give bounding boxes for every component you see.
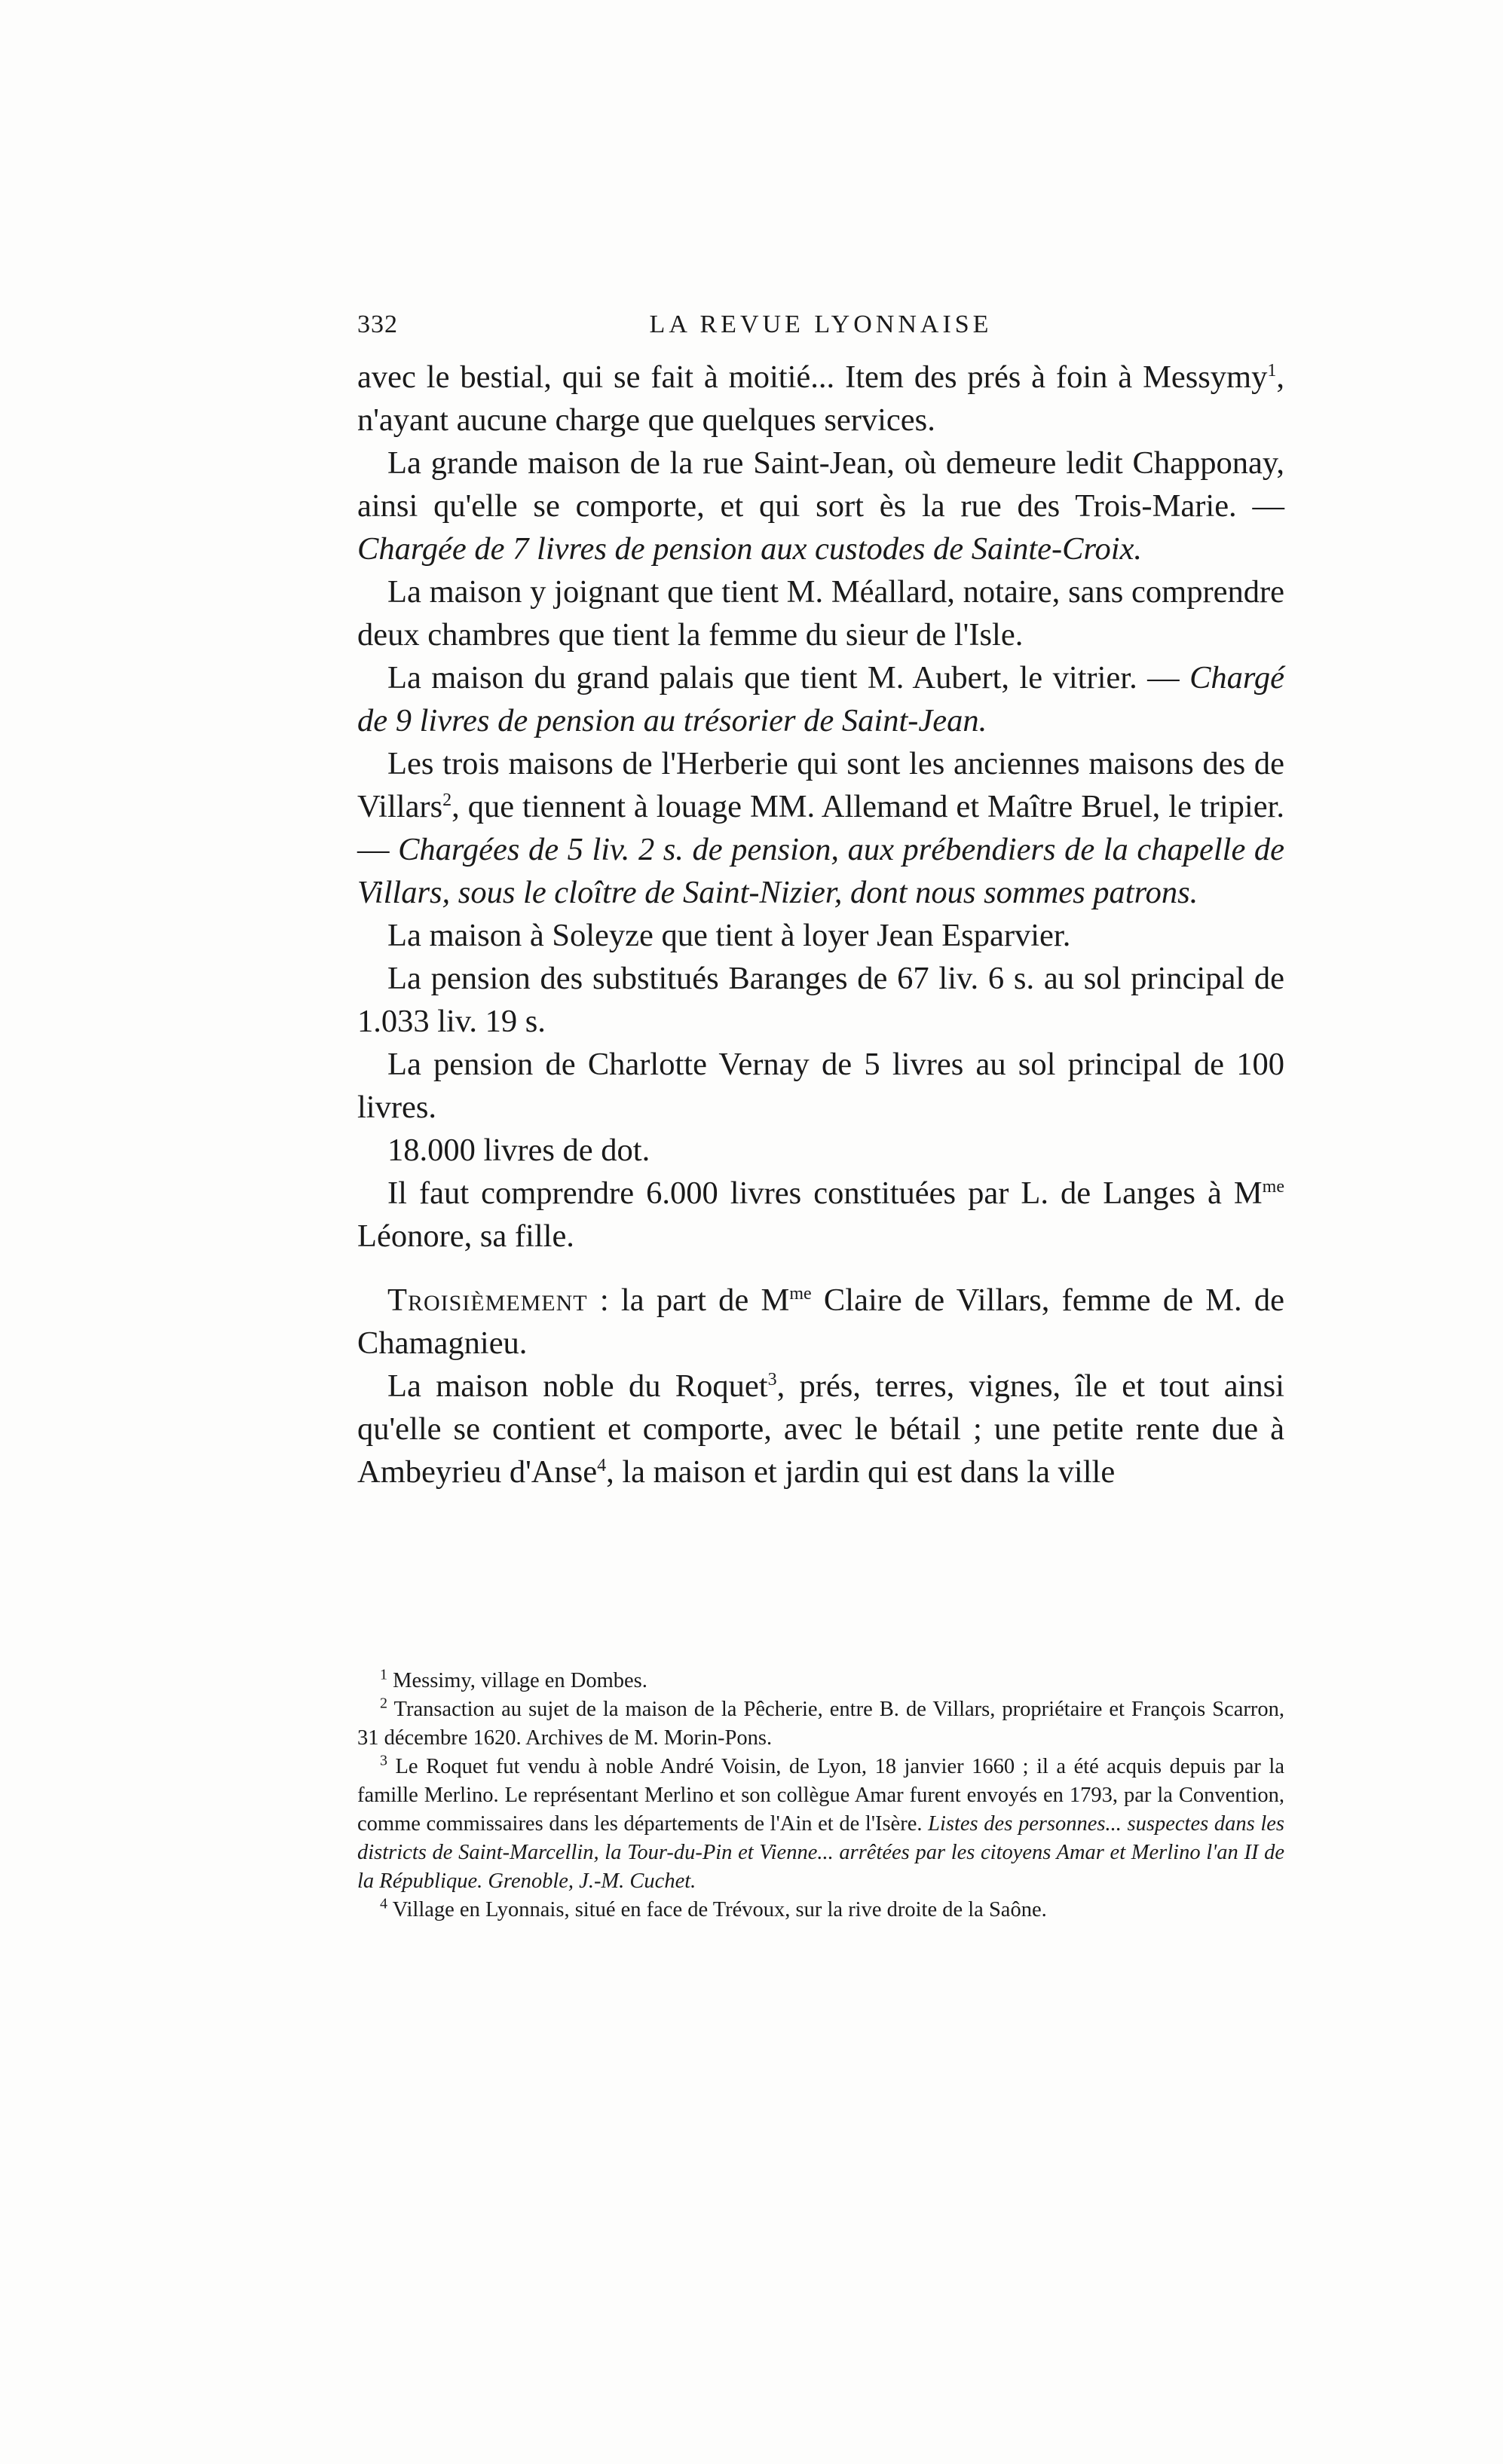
paragraph-4: La maison du grand palais que tient M. Aubert, le vitrier. — Chargé de 9 livres de pension au trésorier de Saint-Jean.: [357, 660, 1284, 738]
footnote-2: $^2$ Transaction au sujet de la maison de la Pêcherie, entre B. de Villars, propriétaire et François Scarron, 31 décembre 1620. Archives de M. Morin-Pons.: [357, 1695, 1284, 1750]
paragraph-8: La pension de Charlotte Vernay de 5 livres au sol principal de 100 livres.: [357, 1047, 1284, 1125]
paragraph-1: avec le bestial, qui se fait à moitié... Item des prés à foin à Messymy$^1$, n'ayant aucune charge que quelques services.: [357, 359, 1284, 438]
section-heading: Troisièmement: [387, 1282, 588, 1318]
paragraph-7: La pension des substitués Baranges de 67 liv. 6 s. au sol principal de 1.033 liv. 19 s.: [357, 961, 1284, 1039]
paragraph-10: Il faut comprendre 6.000 livres constituées par L. de Langes à $M^{me}$ Léonore, sa fille.: [357, 1175, 1284, 1254]
footnote-ref-4: 4: [597, 1455, 607, 1475]
paragraph-5: Les trois maisons de l'Herberie qui sont les anciennes maisons des de Villars$^2$, que tiennent à louage MM. Allemand et Maître Bruel, le tripier. — Chargées de 5 liv. 2 s. de pension, aux prébendiers de la chapelle de Villars, sous le cloître de Saint-Nizier, dont nous sommes patrons.: [357, 746, 1284, 910]
paragraph-6: La maison à Soleyze que tient à loyer Jean Esparvier.: [387, 918, 1071, 953]
footnotes: [357, 1667, 1284, 1924]
footnote-ref-1: 1: [1267, 360, 1277, 381]
footnote-3: $^3$ Le Roquet fut vendu à noble André Voisin, de Lyon, 18 janvier 1660 ; il a été acquis depuis par la famille Merlino. Le représentant Merlino et son collègue Amar furent envoyés en 1793, par la Convention, comme commissaires dans les départements de l'Ain et de l'Isère. Listes des personnes... suspectes dans les districts de Saint-Marcellin, la Tour-du-Pin et Vienne... arrêtées par les citoyens Amar et Merlino l'an II de la République. Grenoble, J.-M. Cuchet.: [357, 1752, 1285, 1893]
page-number: 332: [357, 310, 398, 338]
paragraph-12: La maison noble du Roquet$^3$, prés, terres, vignes, île et tout ainsi qu'elle se contient et comporte, avec le bétail ; une petite rente due à Ambeyrieu d'Anse$^4$, la maison et jardin qui est dans la ville: [357, 1368, 1284, 1490]
footnote-1: $^1$ Messimy, village en Dombes.: [380, 1666, 647, 1692]
page-header: [357, 310, 1284, 348]
paragraph-2: La grande maison de la rue Saint-Jean, où demeure ledit Chapponay, ainsi qu'elle se comporte, et qui sort ès la rue des Trois-Marie. — Chargée de 7 livres de pension aux custodes de Sainte-Croix.: [357, 445, 1284, 567]
paragraph-9: 18.000 livres de dot.: [387, 1133, 650, 1168]
footnote-ref-2: 2: [442, 790, 452, 810]
footnote-4: $^4$ Village en Lyonnais, situé en face de Trévoux, sur la rive droite de la Saône.: [380, 1895, 1047, 1921]
paragraph-3: La maison y joignant que tient M. Méallard, notaire, sans comprendre deux chambres que tient la femme du sieur de l'Isle.: [357, 574, 1284, 653]
paragraph-11: Troisièmement : la part de $M^{me}$ Claire de Villars, femme de M. de Chamagnieu.: [357, 1282, 1284, 1361]
footnote-ref-3: 3: [767, 1369, 777, 1389]
running-head: LA REVUE LYONNAISE: [649, 310, 993, 338]
body-text: [357, 356, 1284, 1493]
